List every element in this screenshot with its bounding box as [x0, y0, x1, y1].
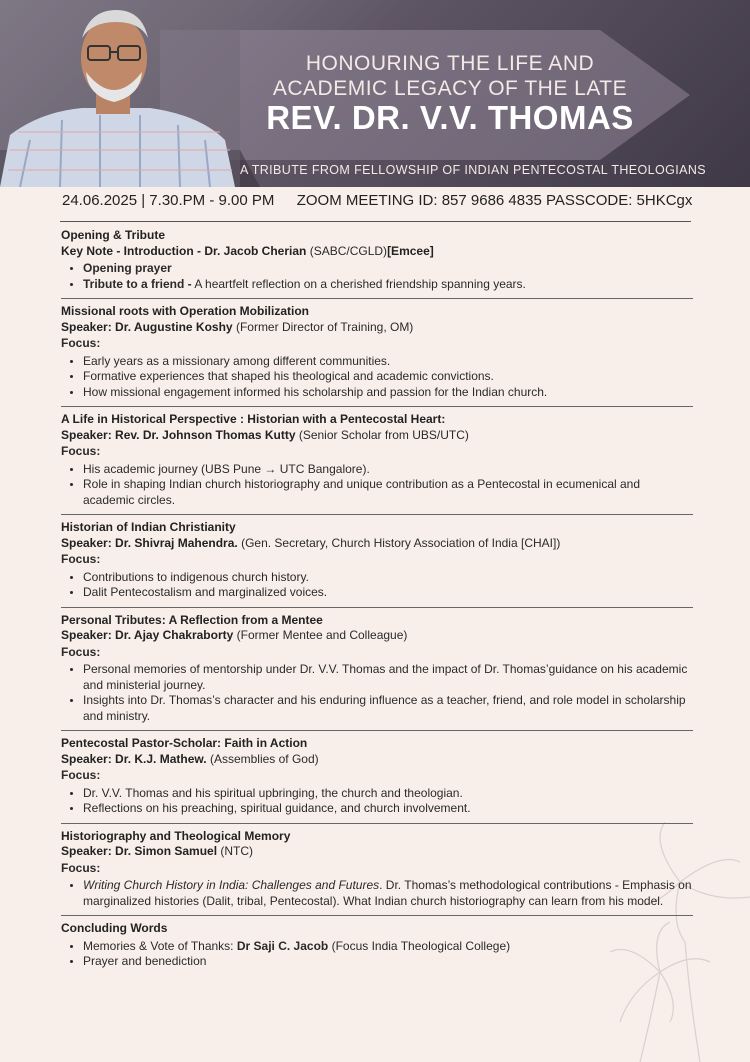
item-list: [61, 261, 693, 292]
subtitle: A TRIBUTE FROM FELLOWSHIP OF INDIAN PENTECOSTAL THEOLOGIANS: [240, 163, 707, 177]
section-historical-perspective: [61, 410, 693, 515]
section-title: A Life in Historical Perspective : Historian with a Pentecostal Heart:: [61, 412, 446, 426]
section-missional-roots: [61, 302, 693, 407]
title-line-1: HONOURING THE LIFE AND: [305, 52, 595, 75]
focus-label: Focus:: [61, 644, 101, 659]
section-opening-tribute: [61, 226, 693, 299]
focus-label: Focus:: [61, 552, 101, 566]
focus-label: Focus:: [61, 860, 101, 875]
section-personal-tributes: [61, 611, 693, 732]
list-item: • Opening prayer: [83, 261, 693, 277]
section-indian-christianity: [61, 518, 693, 608]
focus-label: Focus:: [61, 336, 101, 350]
item-list: [61, 878, 693, 909]
speaker-role: [Emcee]: [387, 243, 434, 258]
speaker-line: Speaker: Dr. Ajay Chakraborty (Former Mentee and Colleague): [61, 628, 408, 642]
section-historiography: [61, 827, 693, 917]
list-item: • Tribute to a friend - A heartfelt reflection on a cherished friendship spanning years.: [83, 277, 693, 293]
section-title: Personal Tributes: A Reflection from a Mentee: [61, 612, 323, 627]
speaker-affiliation: (SABC/CGLD): [306, 243, 388, 258]
event-info-line: [62, 192, 702, 209]
speaker-line: [61, 244, 693, 260]
item-list: [61, 939, 693, 970]
list-item: • Role in shaping Indian church historiography and unique contribution as a Pentecostal in ecumenical and academic circles.: [83, 477, 693, 508]
header-banner: [0, 0, 750, 187]
date-time: 24.06.2025 | 7.30.PM - 9.00 PM: [62, 192, 275, 209]
section-title: Historiography and Theological Memory: [61, 828, 291, 843]
speaker-line: Speaker: Dr. K.J. Mathew. (Assemblies of God): [61, 751, 319, 766]
item-list: [61, 570, 693, 601]
section-title: Concluding Words: [61, 921, 168, 935]
speaker-line: Speaker: Dr. Shivraj Mahendra. (Gen. Secretary, Church History Association of India [CHAI]): [61, 535, 561, 550]
section-title: Pentecostal Pastor-Scholar: Faith in Action: [61, 736, 308, 750]
item-list: [61, 786, 693, 817]
list-item: • Insights into Dr. Thomas’s character and his enduring influence as a teacher, friend, and role model in scholarship and ministry.: [83, 693, 693, 724]
list-item: • Writing Church History in India: Challenges and Futures. Dr. Thomas’s methodological contributions - Emphasis on marginalized histories (Dalit, tribal, Pentecostal). What Indian church historiography can learn from his model.: [83, 878, 693, 909]
speaker-line: Speaker: Rev. Dr. Johnson Thomas Kutty (Senior Scholar from UBS/UTC): [61, 427, 469, 442]
list-item: • Memories & Vote of Thanks: Dr Saji C. Jacob (Focus India Theological College): [83, 939, 693, 955]
section-concluding-words: [61, 919, 693, 976]
list-item: • Reflections on his preaching, spiritual guidance, and church involvement.: [83, 801, 693, 817]
item-list: [61, 462, 693, 509]
list-item: • Early years as a missionary among different communities.: [83, 354, 693, 370]
section-title: Missional roots with Operation Mobilization: [61, 304, 310, 318]
section-title: Opening & Tribute: [61, 228, 165, 242]
zoom-details: ZOOM MEETING ID: 857 9686 4835 PASSCODE: 5HKCgx: [296, 192, 693, 209]
title-line-2: ACADEMIC LEGACY OF THE LATE: [272, 77, 628, 100]
list-item: • How missional engagement informed his scholarship and passion for the Indian church.: [83, 385, 693, 401]
title-name: REV. DR. V.V. THOMAS: [266, 99, 634, 136]
speaker-line: Speaker: Dr. Simon Samuel (NTC): [61, 844, 254, 858]
list-item: • Dalit Pentecostalism and marginalized voices.: [83, 585, 693, 601]
section-title: Historian of Indian Christianity: [61, 520, 236, 534]
list-item: • Dr. V.V. Thomas and his spiritual upbringing, the church and theologian.: [83, 786, 693, 802]
top-divider: [60, 221, 691, 222]
list-item: • Personal memories of mentorship under Dr. V.V. Thomas and the impact of Dr. Thomas’guidance on his academic and ministerial journey.: [83, 662, 693, 693]
section-pastor-scholar: [61, 734, 693, 824]
program-content: [61, 226, 693, 979]
item-list: [61, 662, 693, 724]
speaker-name: Key Note - Introduction - Dr. Jacob Cherian: [61, 243, 307, 258]
list-item: • Formative experiences that shaped his theological and academic convictions.: [83, 369, 693, 385]
focus-label: Focus:: [61, 444, 101, 458]
speaker-line: Speaker: Dr. Augustine Koshy (Former Director of Training, OM): [61, 319, 414, 334]
list-item: • His academic journey (UBS Pune → UTC Bangalore).: [83, 462, 693, 478]
list-item: • Prayer and benediction: [83, 954, 693, 970]
focus-label: Focus:: [61, 768, 101, 782]
list-item: • Contributions to indigenous church history.: [83, 570, 693, 586]
item-list: [61, 354, 693, 401]
